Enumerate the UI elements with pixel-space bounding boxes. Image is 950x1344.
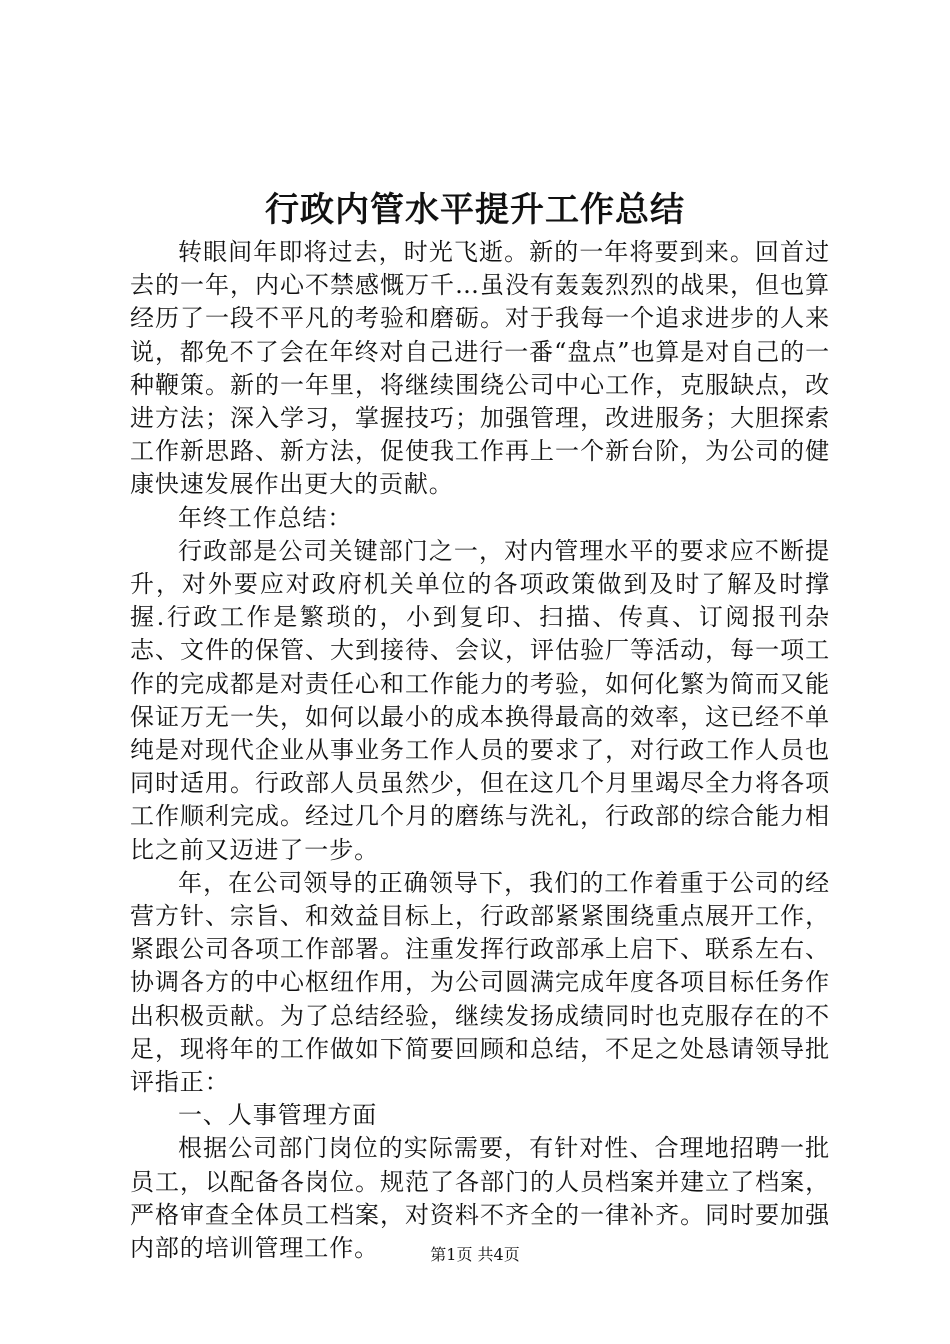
paragraph-admin-department: 行政部是公司关键部门之一，对内管理水平的要求应不断提升，对外要应对政府机关单位的各项政策做到及时了解及时撑握.行政工作是繁琐的，小到复印、扫描、传真、订阅报刊杂志、文件的保管、大到接待、会议，评估验厂等活动，每一项工作的完成都是对责任心和工作能力的考验，如何化繁为简而又能保证万无一失，如何以最小的成本换得最高的效率，这已经不单纯是对现代企业从事业务工作人员的要求了，对行政工作人员也同时适用。行政部人员虽然少，但在这几个月里竭尽全力将各项工作顺利完成。经过几个月的磨练与洗礼，行政部的综合能力相比之前又迈进了一步。 bbox=[130, 536, 830, 864]
section-heading-personnel: 一、人事管理方面 bbox=[178, 1101, 378, 1130]
page-number-footer: 第1页 共4页 bbox=[430, 1245, 520, 1264]
paragraph-intro: 转眼间年即将过去，时光飞逝。新的一年将要到来。回首过去的一年，内心不禁感慨万千…虽没有轰轰烈烈的战果，但也算经历了一段不平凡的考验和磨砺。对于我每一个追求进步的人来说，都免不了会在年终对自己进行一番“盘点”也算是对自己的一种鞭策。新的一年里，将继续围绕公司中心工作，克服缺点，改进方法；深入学习，掌握技巧；加强管理，改进服务；大胆探索工作新思路、新方法，促使我工作再上一个新台阶，为公司的健康快速发展作出更大的贡献。 bbox=[130, 238, 830, 499]
document-title: 行政内管水平提升工作总结 bbox=[265, 190, 685, 230]
document-body bbox=[130, 236, 830, 1265]
paragraph-year-review: 年，在公司领导的正确领导下，我们的工作着重于公司的经营方针、宗旨、和效益目标上，行政部紧紧围绕重点展开工作，紧跟公司各项工作部署。注重发挥行政部承上启下、联系左右、协调各方的中心枢纽作用，为公司圆满完成年度各项目标任务作出积极贡献。为了总结经验，继续发扬成绩同时也克服存在的不足，现将年的工作做如下简要回顾和总结，不足之处恳请领导批评指正： bbox=[130, 868, 830, 1097]
paragraph-summary-heading: 年终工作总结： bbox=[178, 503, 353, 532]
paragraph-personnel: 根据公司部门岗位的实际需要，有针对性、合理地招聘一批员工，以配备各岗位。规范了各部门的人员档案并建立了档案，严格审查全体员工档案，对资料不齐全的一律补齐。同时要加强内部的培训管理工作。 bbox=[130, 1134, 830, 1263]
